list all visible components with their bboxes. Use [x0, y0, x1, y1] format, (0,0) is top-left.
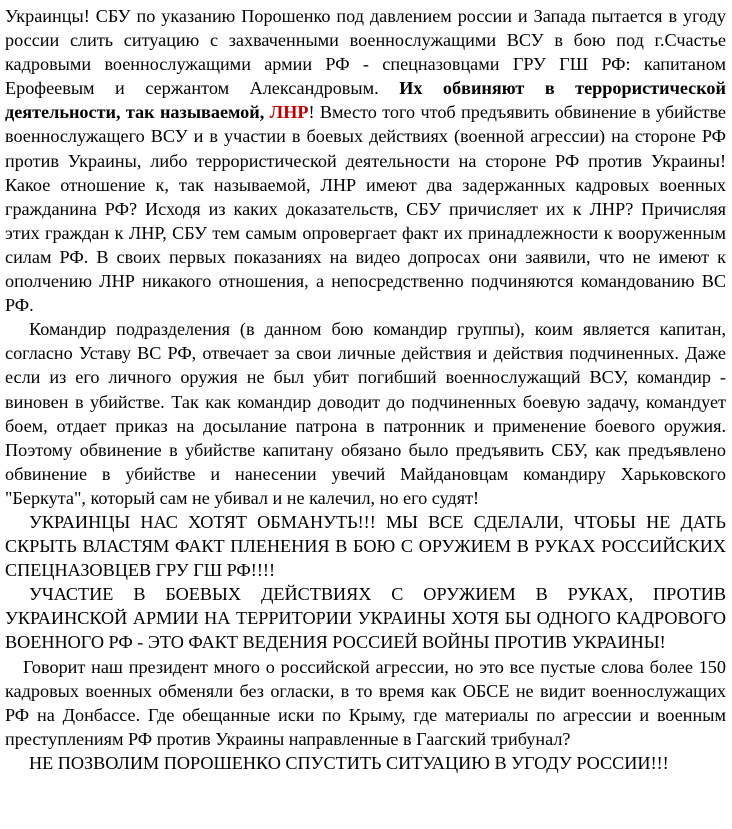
paragraph-commander: Командир подразделения (в данном бою командир группы), коим является капитан, согласно Уставу ВС РФ, отвечает за свои личные действия и действия подчиненных. Даже если из его личного оружия не был убит погибший военнослужащий ВСУ, командир - виновен в убийстве. Так как командир доводит до подчиненных боевую задачу, командует боем, отдает приказ на досылание патрона в патронник и применение боевого оружия. Поэтому обвинение в убийстве капитану обязано было предъявить СБУ, как предъявлено обвинение в убийстве и нанесении увечий Майдановцам командиру Харьковского "Беркута", который сам не убивал и не калечил, но его судят!	[5, 319, 726, 508]
paragraph-intro	[5, 4, 726, 317]
paragraph-president: Говорит наш президент много о российской агрессии, но это все пустые слова более 150 кадровых военных обменяли без огласки, в то время как ОБСЕ не видит военнослужащих РФ на Донбассе. Где обещанные иски по Крыму, где материалы по агрессии и военным преступлениям РФ против Украины направленные в Гаагский трибунал?	[5, 656, 726, 749]
lnr-highlight-text: ЛНР	[269, 102, 309, 123]
paragraph-caps-deceive: УКРАИНЦЫ НАС ХОТЯТ ОБМАНУТЬ!!! МЫ ВСЕ СДЕЛАЛИ, ЧТОБЫ НЕ ДАТЬ СКРЫТЬ ВЛАСТЯМ ФАКТ ПЛЕНЕНИЯ В БОЮ С ОРУЖИЕМ В РУКАХ РОССИЙСКИХ СПЕЦНАЗОВЦЕВ ГРУ ГШ РФ!!!!	[5, 511, 726, 581]
intro-text: Украинцы! СБУ по указанию Порошенко под давлением россии и Запада пытается в угоду россии слить ситуацию с захваченными военнослужащими ВСУ в бою под г.Счастье кадровыми военнослужащими армии РФ - спецназовцами ГРУ ГШ РФ: капитаном Ерофеевым и сержантом Александровым.	[5, 6, 726, 99]
paragraph-closing: НЕ ПОЗВОЛИМ ПОРОШЕНКО СПУСТИТЬ СИТУАЦИЮ В УГОДУ РОССИИ!!!	[29, 752, 669, 773]
intro-rest-text: ! Вместо того чтоб предъявить обвинение в убийстве военнослужащего ВСУ и в участии в боевых действиях (военной агрессии) на стороне РФ против Украины, либо террористической деятельности на стороне РФ против Украины! Какое отношение к, так называемой, ЛНР имеют два задержанных кадровых военных гражданина РФ? Исходя из каких доказательств, СБУ причисляет их к ЛНР? Причисляя этих граждан к ЛНР, СБУ тем самым опровергает факт их принадлежности к вооруженным силам РФ. В своих первых показаниях на видео допросах они заявили, что не имеют к ополчению ЛНР никакого отношения, а непосредственно подчиняются командованию ВС РФ.	[5, 102, 727, 316]
accusation-bold-text: Их обвиняют в террористической деятельности, так называемой,	[5, 78, 727, 123]
paragraph-caps-participation: УЧАСТИЕ В БОЕВЫХ ДЕЙСТВИЯХ С ОРУЖИЕМ В РУКАХ, ПРОТИВ УКРАИНСКОЙ АРМИИ НА ТЕРРИТОРИИ УКРАИНЫ ХОТЯ БЫ ОДНОГО КАДРОВОГО ВОЕННОГО РФ - ЭТО ФАКТ ВЕДЕНИЯ РОССИЕЙ ВОЙНЫ ПРОТИВ УКРАИНЫ!	[5, 584, 726, 653]
